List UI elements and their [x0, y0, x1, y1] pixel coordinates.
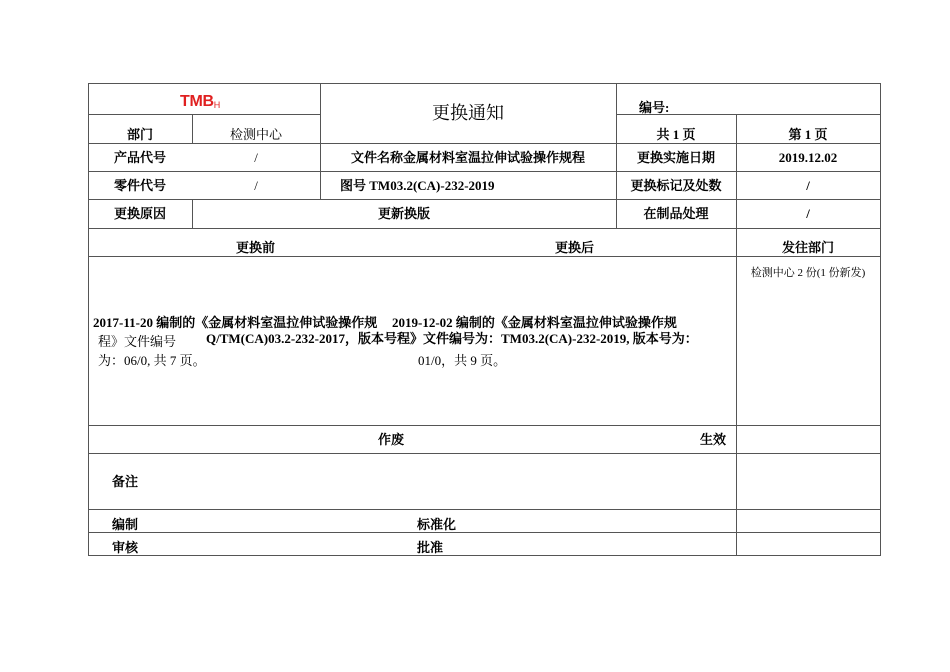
company-logo: $TMB_H$ [180, 93, 220, 110]
rule [320, 83, 321, 199]
dept-value: 检测中心 [229, 127, 282, 142]
rule [88, 425, 881, 426]
number-label: 编号: [639, 100, 670, 115]
rule [88, 555, 881, 556]
compile-label: 编制 [112, 517, 139, 532]
before-text-line1: 2017-11-20 编制的《金属材料室温拉伸试验操作规 [93, 315, 378, 330]
change-mark-value: / [806, 178, 810, 193]
distribution-label: 发往部门 [781, 240, 834, 255]
total-pages: 共 1 页 [656, 127, 696, 142]
change-notice-form [88, 83, 881, 556]
rule [88, 143, 881, 144]
standardization-label: 标准化 [417, 517, 457, 532]
dept-label: 部门 [126, 127, 153, 142]
page-number: 第 1 页 [788, 127, 828, 142]
after-text-line2: Q/TM(CA)03.2-232-2017，版本号程》文件编号为：TM03.2(CA)-232-2019, 版本号为： [206, 331, 698, 346]
void-label: 作废 [378, 432, 405, 447]
before-label: 更换前 [236, 240, 276, 255]
product-code-value: / [254, 150, 258, 165]
rule [88, 199, 881, 200]
file-name: 文件名称金属材料室温拉伸试验操作规程 [350, 150, 585, 165]
rule [88, 532, 881, 533]
effective-label: 生效 [700, 432, 727, 447]
rule [88, 453, 881, 454]
rule [88, 509, 881, 510]
drawing-number: 图号 TM03.2(CA)-232-2019 [340, 178, 495, 193]
before-text-line2: 程》文件编号 [98, 334, 177, 349]
page-title: 更换通知 [432, 103, 504, 124]
rule [88, 83, 881, 84]
after-text-line1: 2019-12-02 编制的《金属材料室温拉伸试验操作规 [392, 315, 677, 330]
reason-value: 更新换版 [377, 206, 430, 221]
remark-label: 备注 [112, 474, 139, 489]
distribution-value: 检测中心 2 份(1 份新发) [750, 267, 866, 279]
rule [88, 171, 881, 172]
part-code-label: 零件代号 [113, 178, 166, 193]
wip-value: / [806, 206, 810, 221]
rule [88, 256, 881, 257]
rule [880, 83, 881, 556]
reason-label: 更换原因 [113, 206, 166, 221]
after-text-line3: 01/0，共 9 页。 [418, 353, 507, 368]
impl-date-label: 更换实施日期 [636, 150, 715, 165]
rule [88, 114, 320, 115]
review-label: 审核 [112, 540, 139, 555]
part-code-value: / [254, 178, 258, 193]
approve-label: 批准 [417, 540, 444, 555]
impl-date-value: 2019.12.02 [778, 150, 838, 165]
after-label: 更换后 [555, 240, 595, 255]
wip-label: 在制品处理 [643, 206, 709, 221]
rule [88, 228, 881, 229]
before-text-line3: 为：06/0, 共 7 页。 [98, 353, 206, 368]
product-code-label: 产品代号 [113, 150, 166, 165]
change-mark-label: 更换标记及处数 [630, 178, 722, 193]
